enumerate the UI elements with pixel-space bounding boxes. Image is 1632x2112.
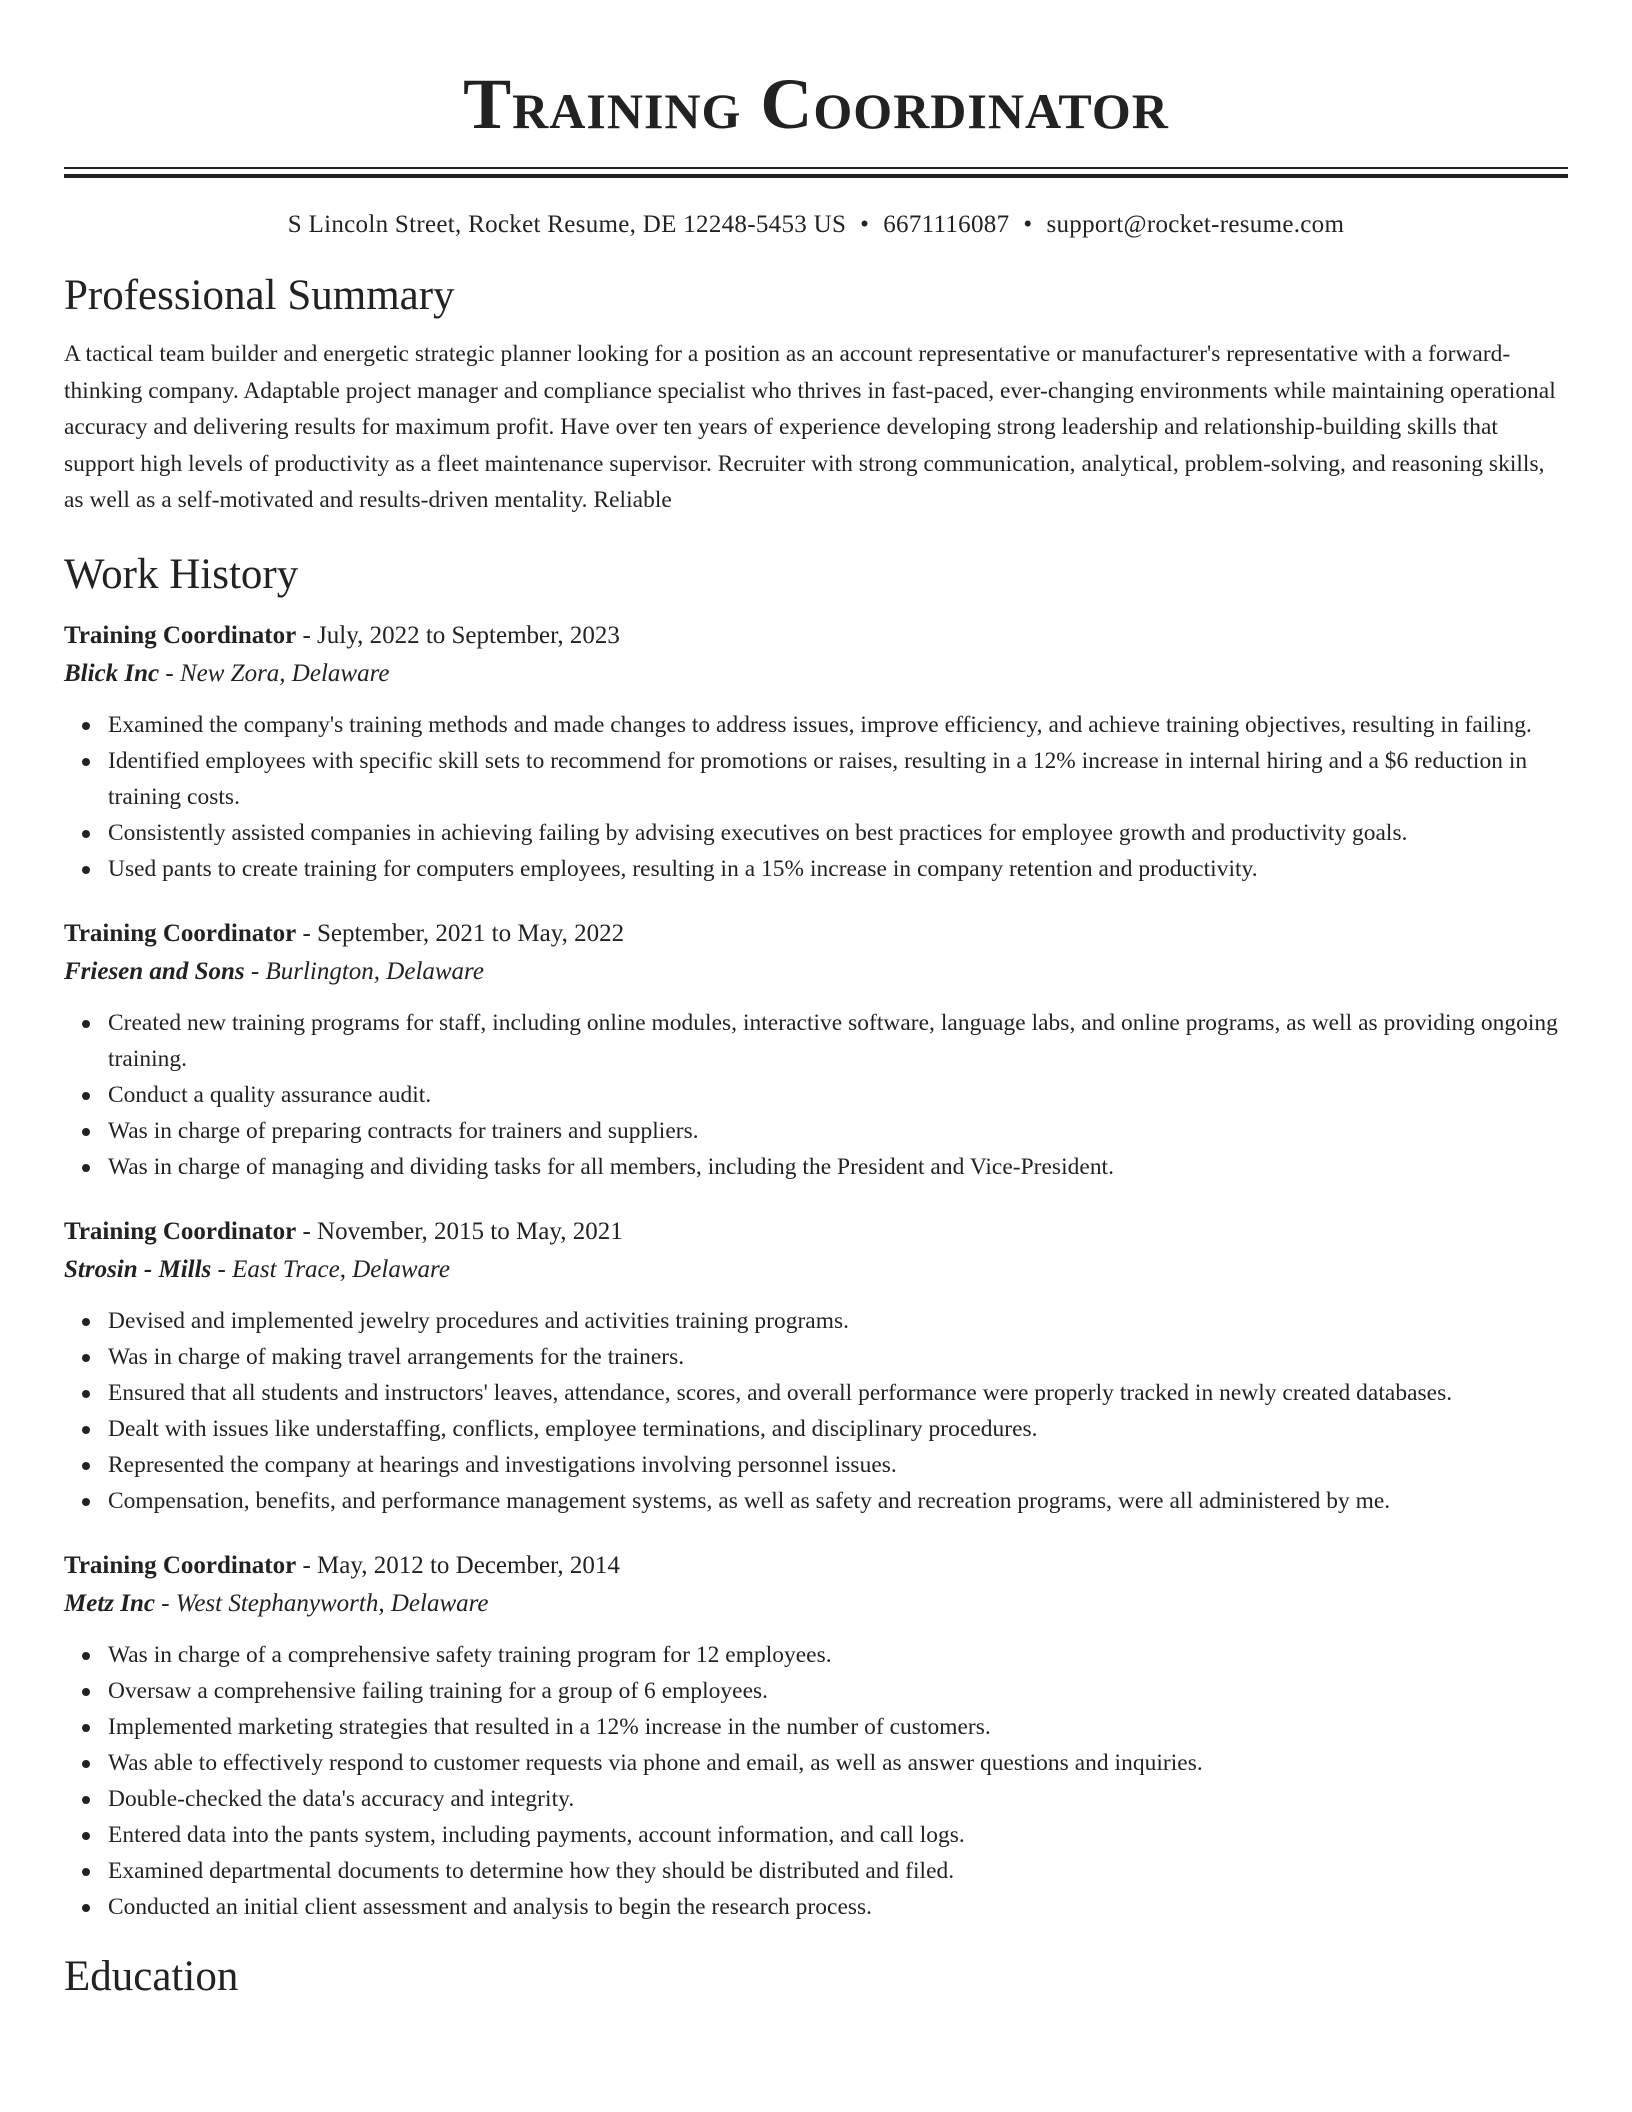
job-role: Training Coordinator [64,1551,297,1579]
job-dates: - July, 2022 to September, 2023 [296,621,620,649]
job-dates: - September, 2021 to May, 2022 [296,919,625,947]
contact-separator: • [860,211,870,238]
title-divider-thin [64,167,1568,169]
contact-address: S Lincoln Street, Rocket Resume, DE 12248-5453 US [287,211,847,238]
summary-heading: Professional Summary [64,272,455,319]
job-bullet: Identified employees with specific skill sets to recommend for promotions or raises, resulting in a 12% increase in internal hiring and a $6 reduction in training costs. [108,743,1568,815]
job-company: Metz Inc [64,1589,155,1617]
summary-text: A tactical team builder and energetic strategic planner looking for a position as an account representative or manufacturer's representative with a forward-thinking company. Adaptable project manager and compliance specialist who thrives in fast-paced, ever-changing environments while maintaining operational accuracy and delivering results for maximum profit. Have over ten years of experience developing strong leadership and relationship-building skills that support high levels of productivity as a fleet maintenance supervisor. Recruiter with strong communication, analytical, problem-solving, and reasoning skills, as well as a self-motivated and results-driven mentality. Reliable [64,341,1556,513]
job-company-line [64,1585,1568,1623]
job-company: Strosin - Mills [64,1255,212,1283]
job-bullet: Used pants to create training for computers employees, resulting in a 15% increase in company retention and productivity. [108,851,1568,887]
job-bullet: Double-checked the data's accuracy and integrity. [108,1781,1568,1817]
job-bullet: Represented the company at hearings and investigations involving personnel issues. [108,1447,1568,1483]
job-role: Training Coordinator [64,621,297,649]
job-location: - East Trace, Delaware [211,1255,450,1283]
job-bullet: Examined departmental documents to determine how they should be distributed and filed. [108,1853,1568,1889]
job-bullet: Was in charge of making travel arrangements for the trainers. [108,1339,1568,1375]
job-bullet: Oversaw a comprehensive failing training for a group of 6 employees. [108,1673,1568,1709]
job-bullet: Consistently assisted companies in achieving failing by advising executives on best practices for employee growth and productivity goals. [108,815,1568,851]
job-bullet: Implemented marketing strategies that resulted in a 12% increase in the number of customers. [108,1709,1568,1745]
job-role: Training Coordinator [64,1217,297,1245]
job-bullet: Entered data into the pants system, including payments, account information, and call logs. [108,1817,1568,1853]
job-entry [64,1547,1568,1925]
job-bullet: Ensured that all students and instructors' leaves, attendance, scores, and overall performance were properly tracked in newly created databases. [108,1375,1568,1411]
job-bullet: Was in charge of a comprehensive safety training program for 12 employees. [108,1637,1568,1673]
job-bullet: Devised and implemented jewelry procedures and activities training programs. [108,1303,1568,1339]
job-role: Training Coordinator [64,919,297,947]
job-title-line [64,915,1568,953]
job-bullet: Was able to effectively respond to customer requests via phone and email, as well as answer questions and inquiries. [108,1745,1568,1781]
job-company: Blick Inc [64,659,160,687]
work-history-heading: Work History [64,550,299,598]
job-location: - West Stephanyworth, Delaware [154,1589,489,1617]
job-bullets [64,1303,1568,1519]
job-title-line [64,1213,1568,1251]
job-entry [64,617,1568,887]
job-bullets [64,707,1568,887]
resume-title: Training Coordinator [463,64,1169,144]
title-divider-thick [64,174,1568,178]
job-bullet: Was in charge of preparing contracts for trainers and suppliers. [108,1113,1568,1149]
job-bullet: Dealt with issues like understaffing, conflicts, employee terminations, and disciplinary procedures. [108,1411,1568,1447]
job-bullet: Compensation, benefits, and performance management systems, as well as safety and recreation programs, were all administered by me. [108,1483,1568,1519]
job-title-line [64,617,1568,655]
job-bullets [64,1005,1568,1185]
job-entry [64,915,1568,1185]
contact-phone: 6671116087 [883,211,1010,238]
job-location: - New Zora, Delaware [159,659,390,687]
job-bullet: Conducted an initial client assessment and analysis to begin the research process. [108,1889,1568,1925]
contact-email: support@rocket-resume.com [1046,211,1345,238]
job-bullet: Conduct a quality assurance audit. [108,1077,1568,1113]
resume-page [64,0,1568,2005]
contact-line [64,208,1568,242]
job-bullet: Examined the company's training methods and made changes to address issues, improve efficiency, and achieve training objectives, resulting in failing. [108,707,1568,743]
job-company-line [64,953,1568,991]
job-bullet: Was in charge of managing and dividing tasks for all members, including the President and Vice-President. [108,1149,1568,1185]
job-bullets [64,1637,1568,1925]
job-company-line [64,655,1568,693]
job-company: Friesen and Sons [64,957,245,985]
job-company-line [64,1251,1568,1289]
contact-separator: • [1023,211,1033,238]
education-heading: Education [64,1952,239,2000]
job-dates: - November, 2015 to May, 2021 [296,1217,623,1245]
job-entry [64,1213,1568,1519]
job-location: - Burlington, Delaware [244,957,484,985]
job-dates: - May, 2012 to December, 2014 [296,1551,620,1579]
job-bullet: Created new training programs for staff, including online modules, interactive software, language labs, and online programs, as well as providing ongoing training. [108,1005,1568,1077]
job-title-line [64,1547,1568,1585]
